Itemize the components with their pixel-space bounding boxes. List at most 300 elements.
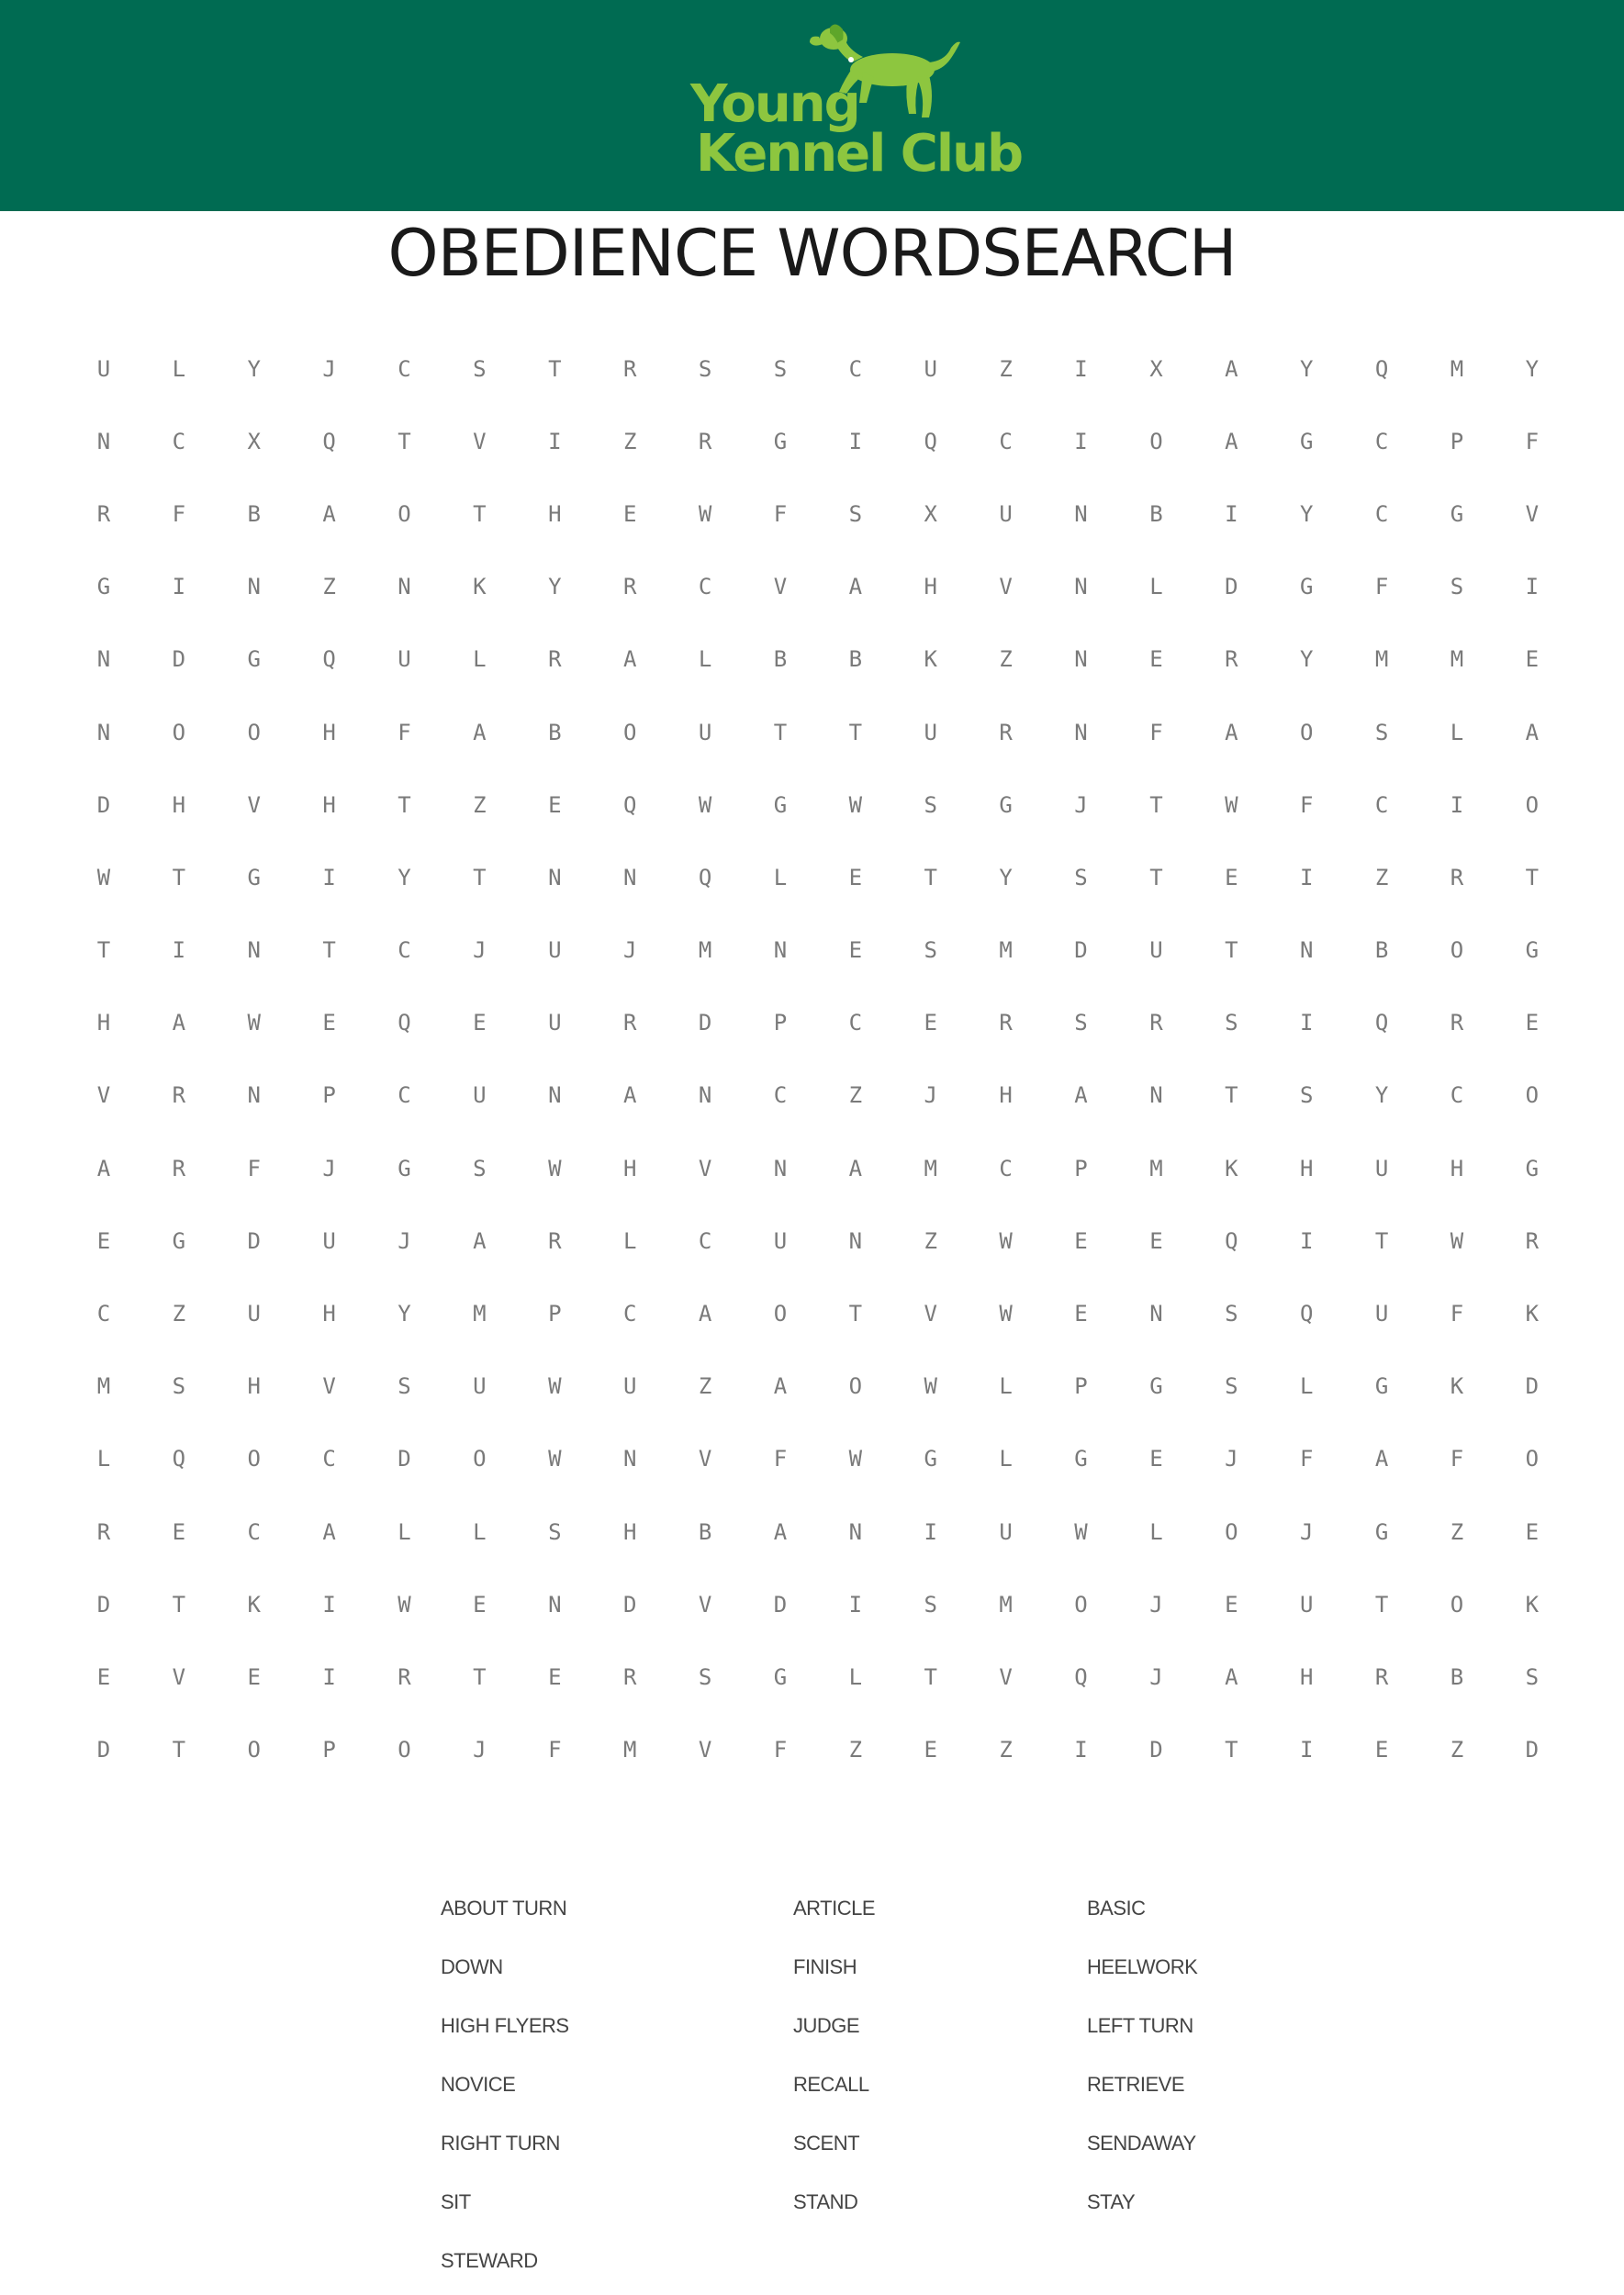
grid-letter: Q	[322, 646, 336, 673]
grid-letter: N	[96, 428, 111, 454]
grid-letter: W	[548, 1446, 562, 1472]
grid-letter: F	[1299, 791, 1314, 818]
grid-letter: D	[773, 1591, 788, 1618]
grid-letter: M	[473, 1301, 487, 1327]
grid-letter: T	[1374, 1591, 1389, 1618]
grid-letter: Y	[1374, 1082, 1389, 1109]
grid-letter: G	[398, 1155, 411, 1181]
grid-letter: Q	[322, 428, 336, 454]
grid-letter: N	[622, 1446, 637, 1472]
grid-letter: D	[1149, 1737, 1163, 1763]
grid-letter: N	[848, 1518, 863, 1545]
grid-letter: B	[548, 719, 562, 745]
grid-letter: H	[322, 719, 336, 745]
grid-letter: V	[172, 1663, 186, 1690]
grid-letter: J	[322, 1155, 336, 1181]
grid-letter: U	[622, 1373, 637, 1400]
grid-letter: N	[848, 1227, 863, 1254]
grid-letter: H	[172, 791, 186, 818]
grid-letter: T	[172, 1591, 186, 1618]
grid-letter: V	[322, 1373, 336, 1400]
grid-letter: R	[96, 1518, 111, 1545]
grid-letter: X	[924, 500, 937, 527]
grid-letter: U	[548, 1010, 562, 1036]
grid-letter: K	[1525, 1591, 1540, 1618]
grid-letter: H	[247, 1373, 261, 1400]
grid-letter: N	[1074, 574, 1088, 600]
grid-letter: U	[999, 1518, 1013, 1545]
grid-letter: E	[622, 500, 637, 527]
grid-letter: T	[322, 937, 336, 964]
grid-letter: Y	[1299, 500, 1314, 527]
grid-letter: N	[548, 1082, 562, 1109]
grid-letter: P	[1074, 1155, 1088, 1181]
grid-letter: J	[1074, 791, 1088, 818]
grid-letter: A	[473, 1227, 487, 1254]
word-list-item: STAND	[793, 2190, 858, 2213]
grid-letter: R	[172, 1155, 186, 1181]
grid-letter: S	[698, 1663, 712, 1690]
grid-letter: C	[848, 355, 863, 382]
grid-letter: A	[1225, 1663, 1238, 1690]
grid-letter: F	[1374, 574, 1389, 600]
grid-letter: Y	[1525, 355, 1540, 382]
grid-letter: U	[1374, 1155, 1389, 1181]
grid-letter: A	[773, 1518, 788, 1545]
grid-letter: P	[773, 1010, 788, 1036]
grid-letter: V	[247, 791, 261, 818]
grid-letter: F	[773, 1737, 788, 1763]
grid-letter: T	[172, 864, 186, 890]
grid-letter: Q	[1225, 1227, 1238, 1254]
grid-letter: Z	[698, 1373, 712, 1400]
grid-letter: S	[473, 355, 487, 382]
grid-letter: B	[1149, 500, 1163, 527]
grid-letter: I	[548, 428, 562, 454]
grid-letter: R	[622, 1663, 637, 1690]
grid-letter: O	[398, 500, 411, 527]
grid-letter: N	[398, 574, 411, 600]
grid-letter: H	[322, 1301, 336, 1327]
grid-letter: I	[1525, 574, 1540, 600]
grid-letter: V	[698, 1155, 712, 1181]
grid-letter: C	[999, 428, 1013, 454]
grid-letter: B	[773, 646, 788, 673]
grid-letter: I	[1299, 1010, 1314, 1036]
grid-letter: O	[1299, 719, 1314, 745]
grid-letter: K	[247, 1591, 261, 1618]
grid-letter: R	[999, 1010, 1013, 1036]
grid-letter: U	[1149, 937, 1163, 964]
grid-letter: E	[1525, 1518, 1540, 1545]
grid-letter: L	[1450, 719, 1464, 745]
grid-letter: K	[1225, 1155, 1238, 1181]
grid-letter: R	[622, 574, 637, 600]
grid-row	[66, 1059, 1570, 1132]
wordsearch-grid	[66, 332, 1570, 1786]
grid-letter: Q	[172, 1446, 186, 1472]
grid-letter: Q	[924, 428, 937, 454]
word-list-item: LEFT TURN	[1087, 2014, 1193, 2037]
grid-letter: A	[322, 500, 336, 527]
grid-letter: P	[322, 1737, 336, 1763]
grid-letter: E	[1149, 646, 1163, 673]
grid-row	[66, 477, 1570, 550]
grid-letter: W	[1225, 791, 1238, 818]
grid-letter: N	[96, 719, 111, 745]
grid-letter: A	[848, 574, 863, 600]
grid-letter: T	[848, 719, 863, 745]
grid-letter: S	[1225, 1373, 1238, 1400]
grid-letter: D	[96, 1591, 111, 1618]
grid-letter: O	[247, 1737, 261, 1763]
grid-letter: I	[322, 1591, 336, 1618]
grid-letter: M	[622, 1737, 637, 1763]
grid-letter: K	[1525, 1301, 1540, 1327]
grid-letter: J	[1299, 1518, 1314, 1545]
grid-letter: M	[999, 937, 1013, 964]
grid-letter: M	[698, 937, 712, 964]
grid-letter: M	[924, 1155, 937, 1181]
grid-letter: R	[1525, 1227, 1540, 1254]
grid-letter: H	[924, 574, 937, 600]
grid-letter: U	[1374, 1301, 1389, 1327]
grid-letter: Z	[622, 428, 637, 454]
grid-letter: O	[172, 719, 186, 745]
grid-letter: L	[698, 646, 712, 673]
grid-letter: I	[1074, 428, 1088, 454]
grid-letter: Z	[924, 1227, 937, 1254]
grid-letter: J	[1149, 1591, 1163, 1618]
grid-letter: B	[848, 646, 863, 673]
grid-letter: W	[398, 1591, 411, 1618]
grid-letter: U	[473, 1082, 487, 1109]
grid-letter: U	[322, 1227, 336, 1254]
grid-letter: W	[96, 864, 111, 890]
grid-row	[66, 1640, 1570, 1713]
grid-letter: H	[622, 1155, 637, 1181]
grid-letter: C	[398, 937, 411, 964]
grid-letter: Z	[1450, 1737, 1464, 1763]
grid-letter: U	[999, 500, 1013, 527]
grid-letter: R	[548, 646, 562, 673]
grid-letter: D	[698, 1010, 712, 1036]
grid-letter: Z	[322, 574, 336, 600]
grid-letter: D	[622, 1591, 637, 1618]
grid-letter: U	[473, 1373, 487, 1400]
word-list-item: NOVICE	[441, 2073, 516, 2096]
grid-letter: R	[622, 1010, 637, 1036]
grid-letter: T	[172, 1737, 186, 1763]
grid-letter: W	[999, 1301, 1013, 1327]
grid-letter: N	[548, 1591, 562, 1618]
grid-letter: O	[473, 1446, 487, 1472]
grid-letter: P	[1074, 1373, 1088, 1400]
grid-letter: D	[247, 1227, 261, 1254]
grid-letter: Q	[1374, 355, 1389, 382]
grid-letter: K	[473, 574, 487, 600]
grid-letter: S	[1525, 1663, 1540, 1690]
grid-letter: T	[1525, 864, 1540, 890]
grid-letter: Z	[172, 1301, 186, 1327]
grid-letter: C	[1374, 500, 1389, 527]
grid-letter: B	[698, 1518, 712, 1545]
grid-letter: I	[1074, 1737, 1088, 1763]
grid-letter: D	[1525, 1373, 1540, 1400]
logo-text-young: Young	[690, 74, 859, 134]
grid-letter: O	[1149, 428, 1163, 454]
grid-letter: A	[1225, 428, 1238, 454]
grid-letter: E	[924, 1737, 937, 1763]
word-list-item: JUDGE	[793, 2014, 860, 2037]
grid-letter: W	[848, 791, 863, 818]
word-list-item: SCENT	[793, 2132, 860, 2155]
grid-letter: T	[924, 1663, 937, 1690]
grid-letter: R	[1450, 1010, 1464, 1036]
grid-letter: F	[773, 500, 788, 527]
grid-letter: W	[698, 500, 712, 527]
word-list-item: SIT	[441, 2190, 471, 2213]
grid-row	[66, 987, 1570, 1059]
grid-letter: T	[1149, 864, 1163, 890]
grid-letter: L	[999, 1373, 1013, 1400]
grid-letter: D	[1525, 1737, 1540, 1763]
grid-letter: P	[322, 1082, 336, 1109]
grid-letter: H	[1299, 1155, 1314, 1181]
grid-letter: D	[172, 646, 186, 673]
grid-letter: S	[924, 937, 937, 964]
grid-letter: W	[1450, 1227, 1464, 1254]
grid-letter: U	[398, 646, 411, 673]
grid-letter: N	[247, 937, 261, 964]
grid-letter: N	[773, 937, 788, 964]
grid-letter: G	[172, 1227, 186, 1254]
grid-letter: I	[848, 1591, 863, 1618]
grid-letter: M	[1149, 1155, 1163, 1181]
word-list-item: STAY	[1087, 2190, 1136, 2213]
grid-letter: O	[1525, 1446, 1540, 1472]
grid-letter: U	[96, 355, 111, 382]
grid-letter: C	[622, 1301, 637, 1327]
grid-letter: N	[1074, 500, 1088, 527]
grid-letter: Q	[398, 1010, 411, 1036]
grid-letter: T	[548, 355, 562, 382]
grid-letter: M	[96, 1373, 111, 1400]
grid-letter: U	[1299, 1591, 1314, 1618]
grid-letter: H	[1450, 1155, 1464, 1181]
grid-letter: L	[1149, 1518, 1163, 1545]
grid-letter: O	[1450, 937, 1464, 964]
grid-letter: Z	[848, 1082, 863, 1109]
grid-letter: E	[1374, 1737, 1389, 1763]
grid-letter: F	[1525, 428, 1540, 454]
grid-letter: E	[848, 937, 863, 964]
grid-letter: O	[622, 719, 637, 745]
grid-letter: G	[773, 791, 788, 818]
grid-letter: V	[999, 1663, 1013, 1690]
grid-letter: U	[247, 1301, 261, 1327]
grid-letter: I	[1299, 1227, 1314, 1254]
grid-letter: E	[924, 1010, 937, 1036]
grid-letter: O	[848, 1373, 863, 1400]
grid-letter: E	[1074, 1301, 1088, 1327]
grid-letter: F	[247, 1155, 261, 1181]
grid-letter: C	[96, 1301, 111, 1327]
grid-letter: O	[1225, 1518, 1238, 1545]
grid-letter: P	[1450, 428, 1464, 454]
grid-letter: A	[1225, 719, 1238, 745]
grid-letter: S	[848, 500, 863, 527]
grid-letter: E	[1225, 1591, 1238, 1618]
grid-letter: C	[698, 574, 712, 600]
grid-letter: G	[247, 646, 261, 673]
grid-letter: I	[1225, 500, 1238, 527]
grid-row	[66, 914, 1570, 987]
grid-letter: V	[698, 1737, 712, 1763]
grid-letter: C	[172, 428, 186, 454]
grid-letter: R	[1450, 864, 1464, 890]
grid-letter: W	[999, 1227, 1013, 1254]
grid-letter: A	[1525, 719, 1540, 745]
grid-letter: T	[398, 428, 411, 454]
grid-letter: C	[247, 1518, 261, 1545]
grid-letter: S	[548, 1518, 562, 1545]
grid-letter: D	[398, 1446, 411, 1472]
grid-letter: R	[1374, 1663, 1389, 1690]
word-list-item: HEELWORK	[1087, 1955, 1198, 1978]
young-kennel-club-logo	[0, 0, 1624, 211]
word-list-item: ARTICLE	[793, 1897, 876, 1920]
grid-row	[66, 1714, 1570, 1786]
grid-letter: L	[473, 1518, 487, 1545]
grid-row	[66, 405, 1570, 477]
grid-letter: L	[999, 1446, 1013, 1472]
grid-letter: C	[773, 1082, 788, 1109]
grid-letter: I	[322, 864, 336, 890]
page-title: OBEDIENCE WORDSEARCH	[387, 216, 1237, 291]
grid-letter: Y	[1299, 355, 1314, 382]
grid-letter: A	[848, 1155, 863, 1181]
grid-letter: S	[698, 355, 712, 382]
grid-letter: C	[1374, 428, 1389, 454]
grid-letter: F	[398, 719, 411, 745]
grid-letter: A	[698, 1301, 712, 1327]
grid-letter: I	[322, 1663, 336, 1690]
grid-letter: N	[96, 646, 111, 673]
grid-letter: L	[398, 1518, 411, 1545]
grid-letter: L	[172, 355, 186, 382]
grid-letter: W	[548, 1155, 562, 1181]
grid-letter: G	[1450, 500, 1464, 527]
grid-letter: I	[1299, 864, 1314, 890]
grid-letter: T	[1374, 1227, 1389, 1254]
grid-letter: H	[622, 1518, 637, 1545]
grid-letter: R	[548, 1227, 562, 1254]
grid-row	[66, 1495, 1570, 1568]
grid-row	[66, 551, 1570, 623]
grid-letter: O	[1450, 1591, 1464, 1618]
grid-letter: N	[1074, 646, 1088, 673]
word-list-item: RETRIEVE	[1087, 2073, 1185, 2096]
grid-letter: E	[1525, 646, 1540, 673]
grid-letter: H	[548, 500, 562, 527]
grid-letter: L	[96, 1446, 111, 1472]
grid-letter: B	[1450, 1663, 1464, 1690]
grid-row	[66, 841, 1570, 913]
grid-letter: U	[924, 355, 937, 382]
grid-row	[66, 1204, 1570, 1277]
grid-letter: Z	[473, 791, 487, 818]
grid-letter: W	[924, 1373, 937, 1400]
grid-letter: S	[773, 355, 788, 382]
word-list-item: HIGH FLYERS	[441, 2014, 569, 2037]
grid-letter: C	[1450, 1082, 1464, 1109]
grid-letter: S	[1299, 1082, 1314, 1109]
grid-letter: G	[1525, 937, 1540, 964]
grid-letter: M	[1450, 355, 1464, 382]
grid-letter: J	[1225, 1446, 1238, 1472]
grid-letter: G	[1525, 1155, 1540, 1181]
grid-letter: Q	[698, 864, 712, 890]
grid-letter: E	[548, 791, 562, 818]
grid-letter: V	[698, 1591, 712, 1618]
grid-letter: N	[247, 574, 261, 600]
grid-letter: T	[773, 719, 788, 745]
grid-letter: E	[96, 1663, 111, 1690]
grid-letter: R	[172, 1082, 186, 1109]
grid-letter: O	[1525, 791, 1540, 818]
grid-letter: L	[848, 1663, 863, 1690]
grid-letter: F	[1450, 1446, 1464, 1472]
grid-letter: T	[1149, 791, 1163, 818]
grid-letter: O	[1525, 1082, 1540, 1109]
grid-letter: Z	[848, 1737, 863, 1763]
grid-letter: N	[247, 1082, 261, 1109]
grid-letter: B	[247, 500, 261, 527]
grid-row	[66, 1350, 1570, 1423]
grid-letter: R	[1149, 1010, 1163, 1036]
grid-letter: X	[1149, 355, 1163, 382]
grid-letter: V	[1525, 500, 1540, 527]
grid-letter: R	[698, 428, 712, 454]
grid-letter: J	[473, 1737, 487, 1763]
grid-letter: F	[548, 1737, 562, 1763]
grid-letter: F	[1299, 1446, 1314, 1472]
grid-letter: N	[622, 864, 637, 890]
grid-letter: U	[548, 937, 562, 964]
logo-text-kennel-club: Kennel Club	[696, 124, 1023, 184]
grid-letter: W	[247, 1010, 261, 1036]
grid-letter: F	[1149, 719, 1163, 745]
grid-letter: E	[473, 1010, 487, 1036]
grid-letter: A	[96, 1155, 111, 1181]
grid-letter: J	[322, 355, 336, 382]
grid-row	[66, 768, 1570, 841]
grid-row	[66, 696, 1570, 768]
grid-letter: T	[398, 791, 411, 818]
grid-letter: V	[999, 574, 1013, 600]
grid-letter: H	[322, 791, 336, 818]
grid-letter: R	[622, 355, 637, 382]
grid-letter: Q	[1299, 1301, 1314, 1327]
grid-letter: S	[1225, 1010, 1238, 1036]
grid-letter: J	[473, 937, 487, 964]
grid-letter: J	[924, 1082, 937, 1109]
grid-letter: T	[848, 1301, 863, 1327]
grid-letter: C	[398, 355, 411, 382]
grid-letter: J	[1149, 1663, 1163, 1690]
grid-letter: Z	[1450, 1518, 1464, 1545]
